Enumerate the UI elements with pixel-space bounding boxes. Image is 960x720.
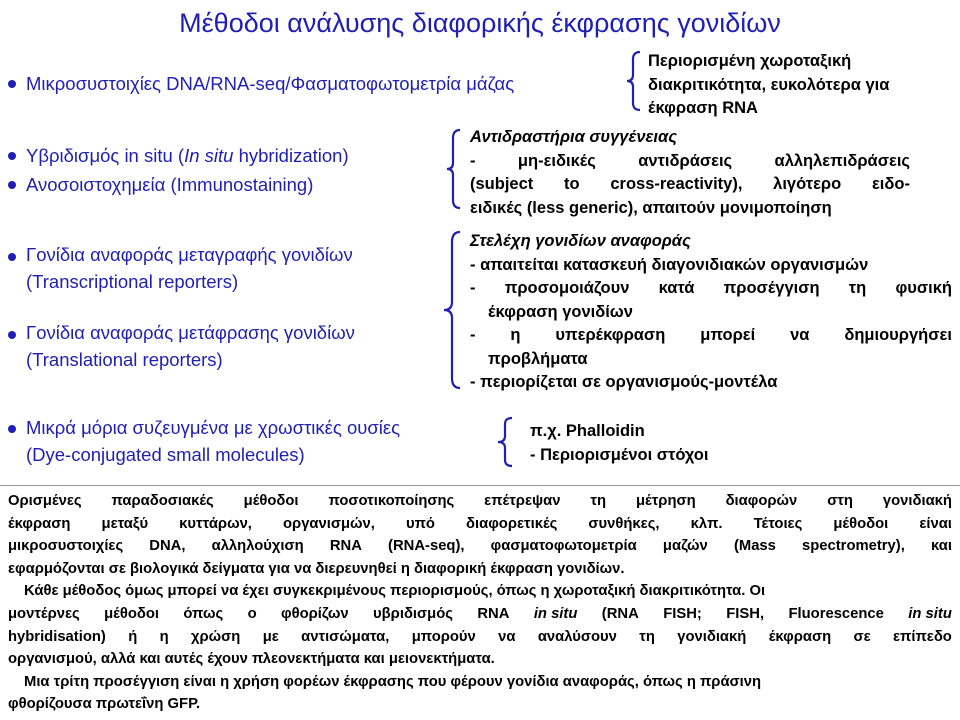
- word: γονιδιακή: [677, 628, 747, 645]
- bullet-dot: [8, 181, 16, 189]
- word: (Mass: [733, 538, 776, 555]
- word: δημιουργήσει: [844, 326, 952, 344]
- word: λιγότερο: [773, 175, 842, 193]
- note-line: π.χ. Phalloidin: [530, 422, 645, 440]
- paragraph-line: [8, 535, 952, 558]
- method-small-molecules: [26, 414, 400, 468]
- word: η: [159, 628, 169, 645]
- word: κυττάρων,: [179, 515, 252, 532]
- word: μοντέρνες: [8, 605, 80, 622]
- note-heading: Στελέχη γονιδίων αναφοράς: [470, 232, 691, 250]
- word: γονιδιακή: [882, 493, 952, 509]
- method-line: Γονίδια αναφοράς μετάφρασης γονιδίων: [26, 322, 355, 343]
- word: to: [564, 175, 580, 193]
- bullet-dot: [8, 80, 16, 88]
- word: παραδοσιακές: [111, 493, 214, 509]
- word: αλληλεπιδράσεις: [774, 151, 910, 170]
- word: στη: [827, 493, 853, 509]
- curly-brace-icon: [444, 128, 464, 210]
- bullet-dot: [8, 152, 16, 160]
- paragraph-line: φθορίζουσα πρωτεΐνη GFP.: [8, 696, 201, 713]
- word: η: [510, 326, 521, 344]
- paragraph-line: οργανισμού, αλλά και αυτές έχουν πλεονεκτήματα και μειονεκτήματα.: [8, 651, 495, 668]
- method-immunostaining: Ανοσοιστοχημεία (Immunostaining): [26, 174, 314, 195]
- word: αντισώματα,: [301, 628, 390, 645]
- paragraph-line: Κάθε μέθοδος όμως μπορεί να έχει συγκεκριμένους περιορισμούς, όπως η χωροταξική διακριτικότητα. Οι: [24, 583, 766, 600]
- method-line: (Dye-conjugated small molecules): [26, 444, 305, 465]
- method-microarray: Μικροσυστοιχίες DNA/RNA-seq/Φασματοφωτομετρία μάζας: [26, 73, 515, 94]
- word: (RNA-seq),: [388, 538, 465, 555]
- word: υπό: [405, 515, 435, 532]
- method-line: Γονίδια αναφοράς μεταγραφής γονιδίων: [26, 244, 353, 265]
- note-line-justified: [470, 277, 952, 301]
- word: να: [498, 628, 516, 645]
- section-divider: [0, 485, 960, 486]
- curly-brace-icon: [624, 50, 644, 112]
- word: Ορισμένες: [8, 493, 82, 509]
- word: κατά: [658, 279, 695, 297]
- word: -: [470, 151, 476, 170]
- text-part: hybridization): [233, 145, 349, 166]
- note-reporter: [470, 230, 952, 395]
- paragraph-line: [8, 626, 952, 649]
- bullet-dot: [8, 253, 16, 261]
- note-line-justified: [470, 324, 952, 348]
- curly-brace-icon: [494, 416, 516, 468]
- note-microarray: [648, 50, 889, 121]
- word: αλληλούχιση: [211, 538, 304, 555]
- word: μέθοδοι: [833, 515, 889, 532]
- word: να: [790, 326, 810, 344]
- word: όπως: [183, 605, 224, 622]
- word: σε: [853, 628, 871, 645]
- word: τη: [848, 279, 867, 297]
- word: μέτρηση: [635, 493, 696, 509]
- note-heading: Αντιδραστήρια συγγένειας: [470, 128, 678, 146]
- paragraph-line: [8, 603, 952, 626]
- method-line: Μικρά μόρια συζευγμένα με χρωστικές ουσίες: [26, 417, 401, 438]
- method-translational: [26, 319, 355, 373]
- method-line: (Transcriptional reporters): [26, 271, 239, 292]
- word: spectrometry),: [802, 538, 905, 555]
- bullet-dot: [8, 331, 16, 339]
- note-line: Περιορισμένη χωροταξική: [648, 52, 852, 70]
- word: μέθοδοι: [104, 605, 159, 622]
- word: ποσοτικοποίησης: [328, 493, 455, 509]
- word: φθορίζων: [281, 605, 349, 622]
- page-title: Μέθοδοι ανάλυσης διαφορικής έκφρασης γονιδίων: [179, 8, 781, 38]
- word: μαζών: [662, 538, 708, 555]
- paragraph-line: εφαρμόζονται σε βιολογικά δείγματα για να διερευνηθεί η διαφορική έκφραση γονιδίων.: [8, 560, 625, 577]
- word: προσομοιάζουν: [504, 279, 630, 297]
- word: χρώση: [191, 628, 241, 645]
- paragraph-line: [8, 513, 952, 536]
- word: αναλύσουν: [537, 628, 617, 645]
- word: ή: [128, 628, 138, 645]
- word: κλπ.: [690, 515, 723, 532]
- word: υβριδισμός: [373, 605, 453, 622]
- word: συνθήκες,: [588, 515, 660, 532]
- note-small-molecules: [530, 420, 708, 467]
- note-line: διακριτικότητα, ευκολότερα για: [648, 75, 890, 94]
- word: FISH,: [726, 605, 765, 622]
- word: μη-ειδικές: [517, 151, 596, 170]
- word: RNA: [329, 538, 362, 555]
- word: -: [470, 326, 476, 344]
- word: προσέγγιση: [723, 279, 820, 297]
- word: υπερέκφραση: [555, 326, 666, 344]
- word: Fluorescence: [788, 605, 884, 622]
- method-in-situ: [26, 144, 349, 168]
- note-line: ειδικές (less generic), απαιτούν μονιμοποίηση: [470, 198, 832, 217]
- word: μπορούν: [411, 628, 476, 645]
- word: επέτρεψαν: [484, 493, 561, 509]
- word: hybridisation): [8, 628, 106, 645]
- word: αντιδράσεις: [638, 151, 733, 170]
- word-italic: in situ: [908, 605, 952, 622]
- text-part: Υβριδισμός in situ (: [26, 145, 185, 166]
- curly-brace-icon: [440, 230, 464, 390]
- word: FISH;: [663, 605, 702, 622]
- word: RNA: [477, 605, 510, 622]
- word: DNA,: [149, 538, 186, 555]
- note-line: έκφραση RNA: [648, 99, 758, 117]
- word: διαφορετικές: [466, 515, 558, 532]
- word: (RNA: [601, 605, 639, 622]
- paragraph-line: [8, 490, 952, 513]
- word: μπορεί: [700, 326, 756, 344]
- note-line: έκφραση γονιδίων: [488, 302, 633, 321]
- note-line: - περιορίζεται σε οργανισμούς-μοντέλα: [470, 373, 778, 391]
- word: έκφραση: [768, 628, 832, 645]
- word: επίπεδο: [893, 628, 952, 645]
- word: -: [470, 279, 476, 297]
- method-transcriptional: [26, 241, 353, 295]
- word: οργανισμών,: [283, 515, 375, 532]
- text-part-italic: In situ: [184, 145, 234, 166]
- note-line: προβλήματα: [488, 349, 588, 368]
- word: Τέτοιες: [753, 515, 803, 532]
- note-line-justified: [470, 150, 910, 174]
- word: cross-reactivity),: [610, 175, 743, 193]
- word: έκφραση: [8, 515, 71, 532]
- word: φυσική: [895, 279, 952, 297]
- word: τη: [590, 493, 607, 509]
- note-antibody: [470, 126, 910, 220]
- bullet-dot: [8, 425, 16, 433]
- word: (subject: [470, 175, 534, 193]
- note-line-justified: [470, 173, 910, 197]
- note-line: - απαιτείται κατασκευή διαγονιδιακών οργανισμών: [470, 255, 869, 274]
- note-line: - Περιορισμένοι στόχοι: [530, 445, 709, 464]
- word: μέθοδοι: [243, 493, 299, 509]
- word: μεταξύ: [101, 515, 149, 532]
- method-line: (Translational reporters): [26, 349, 223, 370]
- word: ο: [247, 605, 257, 622]
- word: είναι: [919, 515, 952, 532]
- word: τη: [639, 628, 655, 645]
- paragraph-line: Μια τρίτη προσέγγιση είναι η χρήση φορέων έκφρασης που φέρουν γονίδια αναφοράς, όπως η πράσινη: [24, 673, 762, 690]
- word: μικροσυστοιχίες: [8, 538, 124, 555]
- word: ειδο-: [871, 175, 910, 193]
- word: με: [262, 628, 279, 645]
- word-italic: in situ: [533, 605, 578, 622]
- word: διαφορών: [725, 493, 798, 509]
- word: και: [930, 538, 952, 555]
- word: φασματοφωτομετρία: [490, 538, 637, 555]
- description-paragraph: [8, 490, 952, 716]
